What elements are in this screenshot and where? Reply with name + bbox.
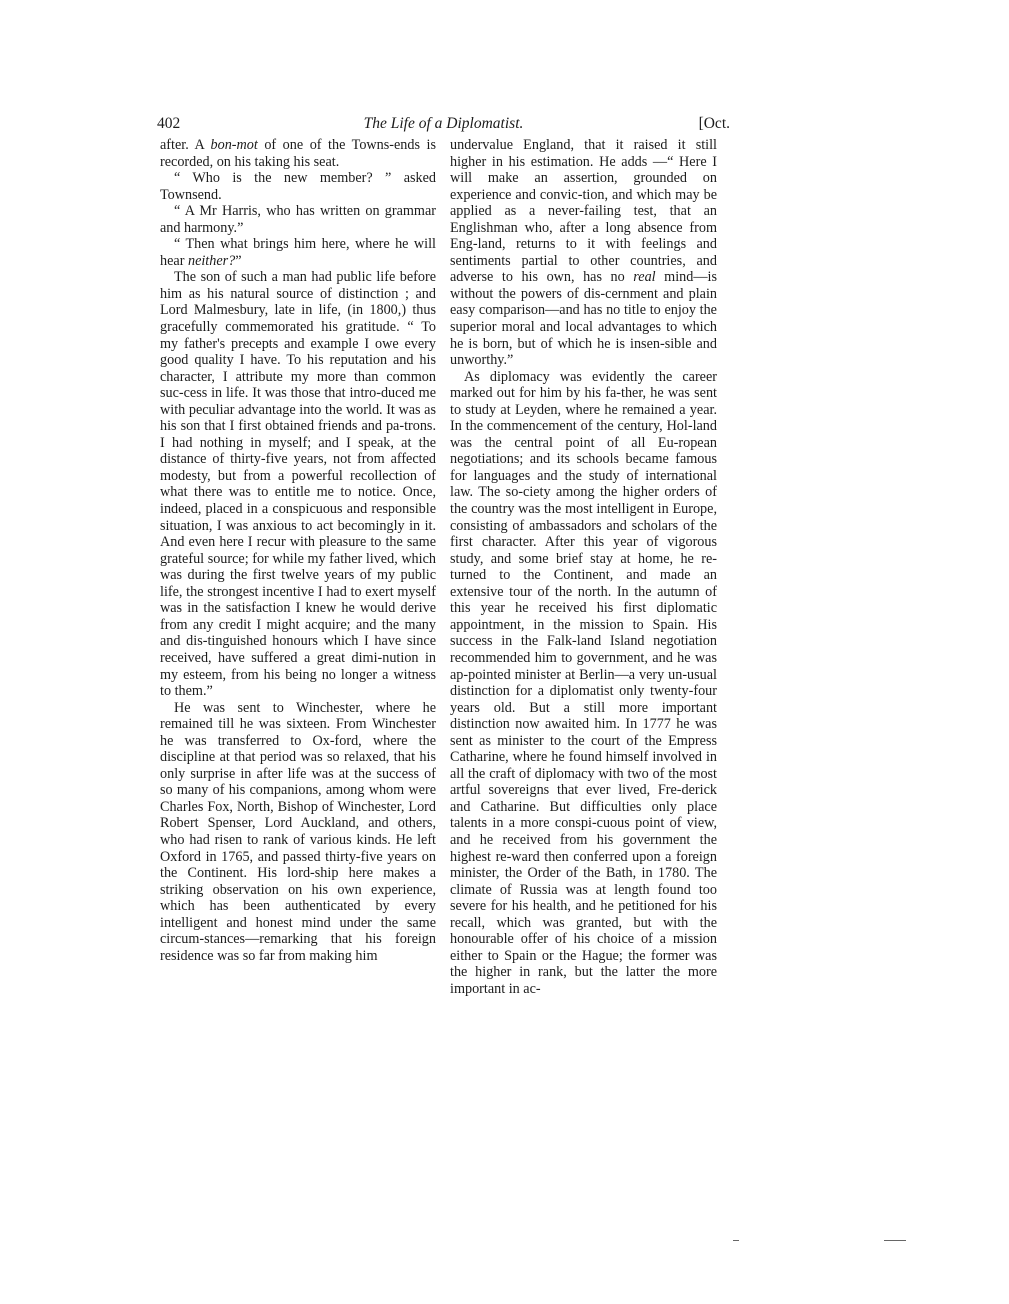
issue-date: [Oct. bbox=[698, 115, 730, 132]
paragraph: The son of such a man had public life before him as his natural source of distinction ; and Lord Malmesbury, late in life, (in 1800,) thus gracefully commemorated his gratitude. “ To my father's precepts and example I owe every good quality I have. To his reputation and his character, I attribute my more than common suc-cess in life. It was those that intro-duced me with peculiar advantage into the world. It was as his son that I first obtained friends and pa-trons. I had nothing in myself; and I speak, at the distance of thirty-five years, not from affected modesty, but from a powerful recollection of what there was to entitle me to notice. Once, indeed, placed in a conspicuous and responsible situation, I was anxious to act becomingly in it. And even here I recur with pleasure to the same grateful source; for while my father lived, which was during the first twelve years of my public life, the strongest incentive I had to exert myself was in the satisfaction I knew he would derive from any credit I might acquire; and the many and dis-tinguished honours which I have since received, have suffered a great dimi-nution in my esteem, from his being no longer a witness to them.” bbox=[160, 269, 436, 700]
paragraph: “ Who is the new member? ” asked Townsend. bbox=[160, 170, 436, 203]
paragraph: As diplomacy was evidently the career marked out for him by his fa-ther, he was sent to study at Leyden, where he remained a year. In the commencement of the century, Hol-land was the central point of all Eu-ropean negotiations; and its schools became famous for languages and the study of international law. The so-ciety among the higher orders of the country was the most intelligent in Europe, consisting of ambassadors and scholars of the first character. After this year of vigorous study, and some brief stay at home, he re-turned to the Continent, and made an extensive tour of the north. In the autumn of this year he received his first diplomatic appointment, in the mission to Spain. His success in the Falk-land Island negotiation recommended him to government, and he was ap-pointed minister at Berlin—a very un-usual distinction for a diplomatist only twenty-four years old. But a still more important distinction now awaited him. In 1777 he was sent as minister to the court of the Empress Catharine, where he found himself involved in all the craft of diplomacy with two of the most artful sovereigns that ever lived, Fre-derick and Catharine. But difficulties only place talents in a more conspi-cuous point of view, and he received from his government the highest re-ward then conferred upon a foreign minister, the Order of the Bath, in 1780. The climate of Russia was at length found too severe for his health, and he petitioned for his recall, which was granted, but with the honourable offer of his choice of a mission either to Spain or the Hague; the former was the higher in rank, but the latter the more important in ac- bbox=[450, 368, 717, 997]
running-head bbox=[157, 115, 730, 135]
right-column bbox=[450, 137, 717, 997]
paragraph: undervalue England, that it raised it still higher in his estimation. He adds —“ Here I will make an assertion, grounded on experience and convic-tion, and which may be applied as a never-failing test, that an Englishman who, after a long absence from Eng-land, returns to it with feelings and sentiments partial to other countries, and adverse to his own, has no real mind—is without the powers of dis-cernment and plain easy comparison—and has no title to enjoy the superior moral and local advantages to which he is born, but of which he is insen-sible and unworthy.” bbox=[450, 137, 717, 369]
page-number: 402 bbox=[157, 115, 181, 132]
paragraph: He was sent to Winchester, where he remained till he was sixteen. From Winchester he was transferred to Ox-ford, where the discipline at that period was so relaxed, that his only surprise in after life was at the success of so many of his companions, among whom were Charles Fox, North, Bishop of Winchester, Lord Robert Spenser, Lord Auckland, and others, who had risen to rank of various kinds. He left Oxford in 1765, and passed thirty-five years on the Continent. His lord-ship here makes a striking observation on his own experience, which has been authenticated by every intelligent and honest mind under the same circum-stances—remarking that his foreign residence was so far from making him bbox=[160, 699, 436, 964]
paragraph: “ A Mr Harris, who has written on grammar and harmony.” bbox=[160, 203, 436, 236]
paragraph: “ Then what brings him here, where he will hear neither?” bbox=[160, 236, 436, 269]
running-title: The Life of a Diplomatist. bbox=[363, 115, 524, 132]
scan-mark bbox=[733, 1240, 739, 1241]
scan-mark bbox=[884, 1240, 906, 1241]
paragraph: after. A bon-mot of one of the Towns-ends is recorded, on his taking his seat. bbox=[160, 137, 436, 170]
left-column bbox=[160, 137, 436, 964]
